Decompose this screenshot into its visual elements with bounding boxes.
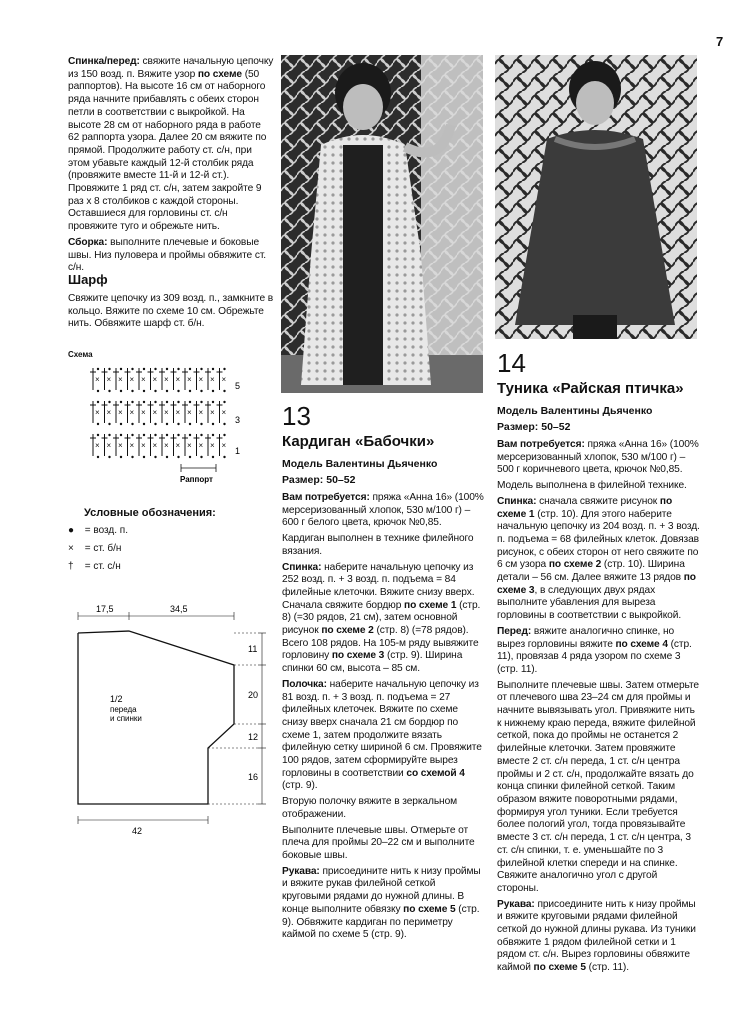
chart-chain-stitch xyxy=(200,401,202,403)
legend-item-chain: ● = возд. п. xyxy=(68,525,128,536)
photo-cardigan-model xyxy=(281,55,483,393)
chart-sc-stitch: × xyxy=(164,375,169,384)
chart-sc-stitch: × xyxy=(106,408,112,417)
chart-sc-stitch: × xyxy=(210,408,215,417)
chart-sc-stitch: × xyxy=(198,408,204,417)
row-label-3: 3 xyxy=(235,415,241,425)
chart-chain-stitch xyxy=(189,423,191,425)
chart-chain-stitch xyxy=(223,434,225,436)
chart-sc-stitch: × xyxy=(175,375,181,384)
chart-chain-stitch xyxy=(212,401,214,403)
legend-list xyxy=(68,522,128,576)
m14-front: Перед: вяжите аналогично спинке, но вырез горловины вяжите по схеме 4 (стр. 11), провязав 4 ряда узором по схеме 3 (стр. 11). xyxy=(497,625,692,675)
chart-sc-stitch: × xyxy=(198,441,204,450)
chart-sc-stitch: × xyxy=(221,375,227,384)
chart-chain-stitch xyxy=(120,456,122,458)
chart-sc-stitch: × xyxy=(164,441,169,450)
chart-chain-stitch xyxy=(120,390,122,392)
m13-back: Спинка: наберите начальную цепочку из 252 возд. п. + 3 возд. п. подъема = 84 филейные клеточки. Вяжите снизу вверх. Сначала свяжите бордюр по схеме 1 (стр. 8) (=30 рядов, 21 см), затем основной рисунок по схеме 2 (стр. 8) (=78 рядов). Всего 108 рядов. На 105-м ряду вывяжите горловину по схеме 3 (стр. 9). Ширина спинки 60 см, высота – 85 см. xyxy=(282,561,481,675)
m13-materials: Вам потребуется: пряжа «Анна 16» (100% мерсеризованный хлопок, 530 м/100 г) – 600 г белого цвета, крючок №0,85. xyxy=(282,492,484,529)
model-14-title: Туника «Райская птичка» xyxy=(497,380,684,397)
chart-chain-stitch xyxy=(166,368,168,370)
row-label-1: 1 xyxy=(235,446,241,456)
chart-chain-stitch xyxy=(212,390,214,392)
chart-chain-stitch xyxy=(166,423,168,425)
chart-chain-stitch xyxy=(212,434,214,436)
chart-sc-stitch: × xyxy=(106,441,112,450)
chart-chain-stitch xyxy=(177,434,179,436)
chart-chain-stitch xyxy=(143,456,145,458)
model-14-number: 14 xyxy=(497,348,526,378)
m13-shelf: Полочка: наберите начальную цепочку из 81 возд. п. + 3 возд. п. подъема = 27 филейных клеточек. Вяжите по схеме снизу вверх сначала 21 см бордюр по схеме 1, затем продолжите вязать филейную сетку шириной 6 см. Провяжите 100 рядов, затем сформируйте вырез горловины в соответствии со схемой 4 (стр. 9). xyxy=(282,678,482,792)
chart-chain-stitch xyxy=(143,368,145,370)
model-14-author: Модель Валентины Дьяченко xyxy=(497,405,653,417)
chart-chain-stitch xyxy=(154,390,156,392)
model-13-author: Модель Валентины Дьяченко xyxy=(282,458,438,470)
chart-sc-stitch: × xyxy=(141,408,146,417)
chart-chain-stitch xyxy=(131,368,133,370)
chart-chain-stitch xyxy=(131,390,133,392)
chart-chain-stitch xyxy=(97,434,99,436)
chart-chain-stitch xyxy=(97,368,99,370)
chart-chain-stitch xyxy=(177,368,179,370)
chart-chain-stitch xyxy=(189,401,191,403)
chart-chain-stitch xyxy=(143,423,145,425)
model-13-title: Кардиган «Бабочки» xyxy=(282,433,435,450)
chart-sc-stitch: × xyxy=(152,441,158,450)
m13-technique: Кардиган выполнен в технике филейного вязания. xyxy=(282,533,474,557)
chart-chain-stitch xyxy=(200,423,202,425)
schema-label: Схема xyxy=(68,350,93,359)
m14-seams: Выполните плечевые швы. Затем отмерьте от плечевого шва 23–24 см для проймы и начните вывязывать угол. Привяжите нить к нижнему краю переда, вяжите филейной сеткой, пока до проймы не останется 2 филейные клеточки. Затем провяжите вместе 2 ст. с/н переда, 1 ст. с/н центра проймы и 2 ст. с/н, продолжайте вязать до конца спинки филейной сеткой. Таким образом вяжите поворотными рядами, формируя угол туники. Если требуется более пологий угол, тогда провязывайте вместе 3 ст. с/н переда, 1 ст. с/н центра, 3 ст. с/н спинки, т. е. уменьшайте по 3 филейной клетки спереди и на спинке. Свяжите аналогично угол с другой стороны. xyxy=(497,679,699,894)
chart-chain-stitch xyxy=(154,456,156,458)
chart-chain-stitch xyxy=(166,456,168,458)
chart-chain-stitch xyxy=(120,423,122,425)
chart-sc-stitch: × xyxy=(118,408,123,417)
chart-sc-stitch: × xyxy=(141,441,146,450)
legend-item-sc: × = ст. б/н xyxy=(68,543,122,554)
legend-item-dc: † = ст. с/н xyxy=(68,561,121,572)
chart-chain-stitch xyxy=(166,390,168,392)
chart-sc-stitch: × xyxy=(210,441,215,450)
chart-sc-stitch: × xyxy=(152,375,158,384)
chart-sc-stitch: × xyxy=(118,375,123,384)
dim-top-left: 17,5 xyxy=(96,604,114,614)
row-label-5: 5 xyxy=(235,381,241,391)
chart-chain-stitch xyxy=(131,401,133,403)
chart-sc-stitch: × xyxy=(198,375,204,384)
chart-chain-stitch xyxy=(154,423,156,425)
chart-sc-stitch: × xyxy=(187,375,192,384)
chart-chain-stitch xyxy=(223,456,225,458)
chart-chain-stitch xyxy=(120,368,122,370)
chart-chain-stitch xyxy=(131,434,133,436)
chart-chain-stitch xyxy=(143,434,145,436)
chart-sc-stitch: × xyxy=(118,441,123,450)
chart-chain-stitch xyxy=(108,456,110,458)
chart-sc-stitch: × xyxy=(175,441,181,450)
chart-sc-stitch: × xyxy=(175,408,181,417)
model-13-size: Размер: 50–52 xyxy=(282,474,356,486)
dim-side-20: 20 xyxy=(248,690,259,700)
chart-sc-stitch: × xyxy=(187,441,192,450)
chart-chain-stitch xyxy=(108,434,110,436)
chart-sc-stitch: × xyxy=(95,408,100,417)
assembly-paragraph: Сборка: выполните плечевые и боковые швы. Низ пуловера и проймы обвяжите ст. с/н. xyxy=(68,236,266,274)
chart-sc-stitch: × xyxy=(152,408,158,417)
chart-chain-stitch xyxy=(200,434,202,436)
chart-chain-stitch xyxy=(108,423,110,425)
dim-side-16: 16 xyxy=(248,772,259,782)
m13-sleeves: Рукава: присоедините нить к низу проймы и вяжите рукав филейной сеткой круговыми рядами до нужной длины. В конце выполните обвязку по схеме 5 (стр. 9). Обвяжите кардиган по периметру каймой по схеме 5 (стр. 9). xyxy=(282,865,481,941)
chart-chain-stitch xyxy=(131,423,133,425)
chart-sc-stitch: × xyxy=(141,375,146,384)
model-13-text xyxy=(282,492,486,945)
chart-chain-stitch xyxy=(143,390,145,392)
chart-chain-stitch xyxy=(108,390,110,392)
chart-sc-stitch: × xyxy=(106,375,112,384)
chart-chain-stitch xyxy=(189,434,191,436)
m13-seams: Выполните плечевые швы. Отмерьте от плеча для проймы 20–22 см и выполните боковые швы. xyxy=(282,824,475,861)
left-column-text xyxy=(68,56,274,278)
crochet-chart xyxy=(85,358,255,488)
chart-chain-stitch xyxy=(97,390,99,392)
chart-chain-stitch xyxy=(97,456,99,458)
rapport-label: Раппорт xyxy=(180,475,213,484)
chart-sc-stitch: × xyxy=(129,375,135,384)
chart-chain-stitch xyxy=(177,423,179,425)
m14-technique: Модель выполнена в филейной технике. xyxy=(497,480,687,492)
legend-title: Условные обозначения: xyxy=(84,507,216,519)
dim-top-right: 34,5 xyxy=(170,604,188,614)
dim-side-11: 11 xyxy=(248,644,258,654)
chart-chain-stitch xyxy=(177,401,179,403)
chart-chain-stitch xyxy=(189,456,191,458)
chart-chain-stitch xyxy=(120,434,122,436)
model-13-number: 13 xyxy=(282,401,311,431)
cardigan-photo-illustration xyxy=(281,55,483,393)
chart-chain-stitch xyxy=(97,423,99,425)
chart-chain-stitch xyxy=(212,368,214,370)
chart-chain-stitch xyxy=(189,390,191,392)
page-number: 7 xyxy=(716,34,724,49)
chart-chain-stitch xyxy=(166,401,168,403)
chart-chain-stitch xyxy=(212,456,214,458)
chart-chain-stitch xyxy=(143,401,145,403)
m14-sleeves: Рукава: присоедините нить к низу проймы и вяжите круговыми рядами филейной сеткой до нужной длины рукава. Из туники обвяжите 1 рядом филейной сетки и 1 рядом ст. с/н. Вырез горловины обвяжите каймой по схеме 5 (стр. 11). xyxy=(497,898,696,974)
scarf-title: Шарф xyxy=(68,272,108,287)
dim-bottom: 42 xyxy=(132,826,143,836)
chart-chain-stitch xyxy=(223,368,225,370)
chart-chain-stitch xyxy=(200,368,202,370)
chart-chain-stitch xyxy=(177,390,179,392)
chart-chain-stitch xyxy=(108,401,110,403)
chart-chain-stitch xyxy=(223,423,225,425)
chart-chain-stitch xyxy=(200,390,202,392)
chart-sc-stitch: × xyxy=(164,408,169,417)
photo-tunic-model xyxy=(495,55,697,339)
chart-chain-stitch xyxy=(108,368,110,370)
scarf-text: Свяжите цепочку из 309 возд. п., замкните в кольцо. Вяжите по схеме 10 см. Обрежьте нить. Обвяжите шарф ст. б/н. xyxy=(68,293,274,330)
chart-chain-stitch xyxy=(131,456,133,458)
chart-chain-stitch xyxy=(177,456,179,458)
pattern-label-front: переда xyxy=(110,705,137,714)
chart-chain-stitch xyxy=(166,434,168,436)
chart-chain-stitch xyxy=(154,434,156,436)
chart-sc-stitch: × xyxy=(221,408,227,417)
chart-chain-stitch xyxy=(212,423,214,425)
chart-chain-stitch xyxy=(97,401,99,403)
chart-sc-stitch: × xyxy=(187,408,192,417)
m14-materials: Вам потребуется: пряжа «Анна 16» (100% мерсеризованный хлопок, 530 м/100 г) – 500 г коричневого цвета, крючок №0,85. xyxy=(497,439,699,476)
garment-pattern-diagram xyxy=(62,598,282,838)
chart-sc-stitch: × xyxy=(129,408,135,417)
chart-chain-stitch xyxy=(200,456,202,458)
pattern-label-half: 1/2 xyxy=(110,694,123,704)
chart-sc-stitch: × xyxy=(95,441,100,450)
chart-sc-stitch: × xyxy=(221,441,227,450)
chart-chain-stitch xyxy=(223,401,225,403)
chart-chain-stitch xyxy=(120,401,122,403)
chart-chain-stitch xyxy=(154,368,156,370)
chart-sc-stitch: × xyxy=(129,441,135,450)
chart-chain-stitch xyxy=(154,401,156,403)
dim-side-12: 12 xyxy=(248,732,259,742)
chart-chain-stitch xyxy=(223,390,225,392)
chart-sc-stitch: × xyxy=(95,375,100,384)
pattern-label-back: и спинки xyxy=(110,714,142,723)
m13-mirror: Вторую полочку вяжите в зеркальном отображении. xyxy=(282,796,458,820)
model-14-text xyxy=(497,439,700,978)
chart-chain-stitch xyxy=(189,368,191,370)
chart-sc-stitch: × xyxy=(210,375,215,384)
back-front-paragraph: Спинка/перед: свяжите начальную цепочку из 150 возд. п. Вяжите узор по схеме (50 раппортов). На высоте 16 см от наборного ряда начните прибавлять с обеих сторон петли в соответствии с выкройкой. На высоте 28 см от наборного ряда в работе 62 раппорта узора. Далее 20 см вяжите по прямой. Продолжите работу ст. с/н, при этом убавьте каждый 12-й столбик ряда (провяжите вместе 11-й и 12-й ст.). Провяжите 1 ряд ст. с/н, затем закройте 9 раз x 8 столбиков с каждой стороны. Оставшиеся для горловины ст. с/н провяжите туго и обрежьте нить. xyxy=(68,56,274,233)
model-14-size: Размер: 50–52 xyxy=(497,421,571,433)
m14-back: Спинка: сначала свяжите рисунок по схеме 1 (стр. 10). Для этого наберите начальную цепочку из 204 возд. п. + 3 возд. п. подъема = 68 филейных клеток. Довязав рисунок, с обеих сторон от него свяжите по 6 см узора по схеме 2 (стр. 10). Ширина детали – 56 см. Далее вяжите 13 рядов по схеме 3, в следующих двух рядах выполните убавления для выреза горловины в соответствии с выкройкой. xyxy=(497,495,700,622)
tunic-photo-illustration xyxy=(495,55,697,339)
